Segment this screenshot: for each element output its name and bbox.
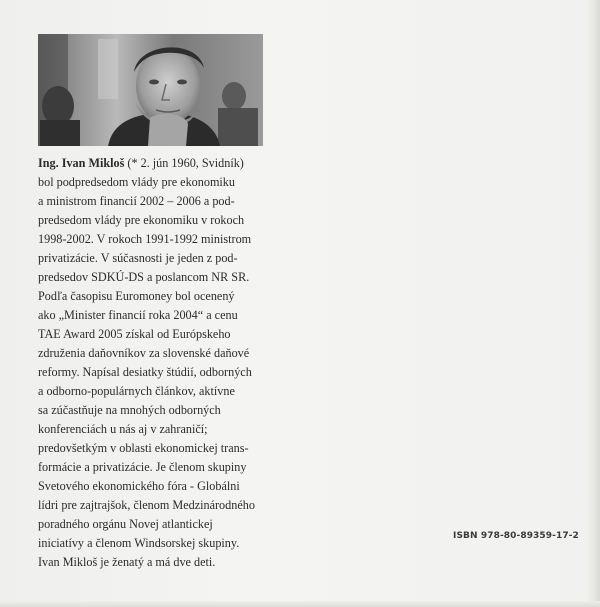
bio-line: poradného orgánu Novej atlantickej (38, 517, 213, 531)
author-photo (38, 34, 263, 146)
bio-line: 1998-2002. V rokoch 1991-1992 ministrom (38, 232, 252, 246)
bio-line: ako „Minister financií roka 2004“ a cenu (38, 308, 238, 322)
bio-line: Podľa časopisu Euromoney bol ocenený (38, 289, 235, 303)
bio-line: lídri pre zajtrajšok, členom Medzinárodného (38, 498, 255, 512)
bio-line: Svetového ekonomického fóra - Globálni (38, 479, 240, 493)
bio-line: a ministrom financií 2002 – 2006 a pod- (38, 194, 235, 208)
bio-line: konferenciách u nás aj v zahraničí; (38, 422, 208, 436)
author-photo-image (38, 34, 263, 146)
bio-line: Ivan Mikloš je ženatý a má dve deti. (38, 555, 216, 569)
bio-line: iniciatívy a členom Windsorskej skupiny. (38, 536, 240, 550)
bio-line: privatizácie. V súčasnosti je jeden z pod- (38, 251, 238, 265)
bio-line: bol podpredsedom vlády pre ekonomiku (38, 175, 235, 189)
bio-line: a odborno-populárnych článkov, aktívne (38, 384, 235, 398)
bio-line (38, 154, 298, 173)
bio-line: sa zúčastňuje na mnohých odborných (38, 403, 221, 417)
bio-line: reformy. Napísal desiatky štúdií, odborných (38, 365, 252, 379)
bio-line: predovšetkým v oblasti ekonomickej trans- (38, 441, 249, 455)
bio-line: TAE Award 2005 získal od Európskeho (38, 327, 231, 341)
page-bottom-edge (0, 601, 600, 607)
bio-line: predsedov SDKÚ-DS a poslancom NR SR. (38, 270, 250, 284)
author-biography (38, 154, 298, 572)
bio-line: predsedom vlády pre ekonomiku v rokoch (38, 213, 245, 227)
bio-line: formácie a privatizácie. Je členom skupiny (38, 460, 247, 474)
isbn-number: ISBN 978-80-89359-17-2 (453, 531, 579, 541)
page-edge-shadow (586, 0, 600, 607)
bio-line: združenia daňovníkov za slovenské daňové (38, 346, 250, 360)
author-birth-info: (* 2. jún 1960, Svidník) (124, 156, 244, 170)
author-name: Ing. Ivan Mikloš (38, 156, 125, 170)
